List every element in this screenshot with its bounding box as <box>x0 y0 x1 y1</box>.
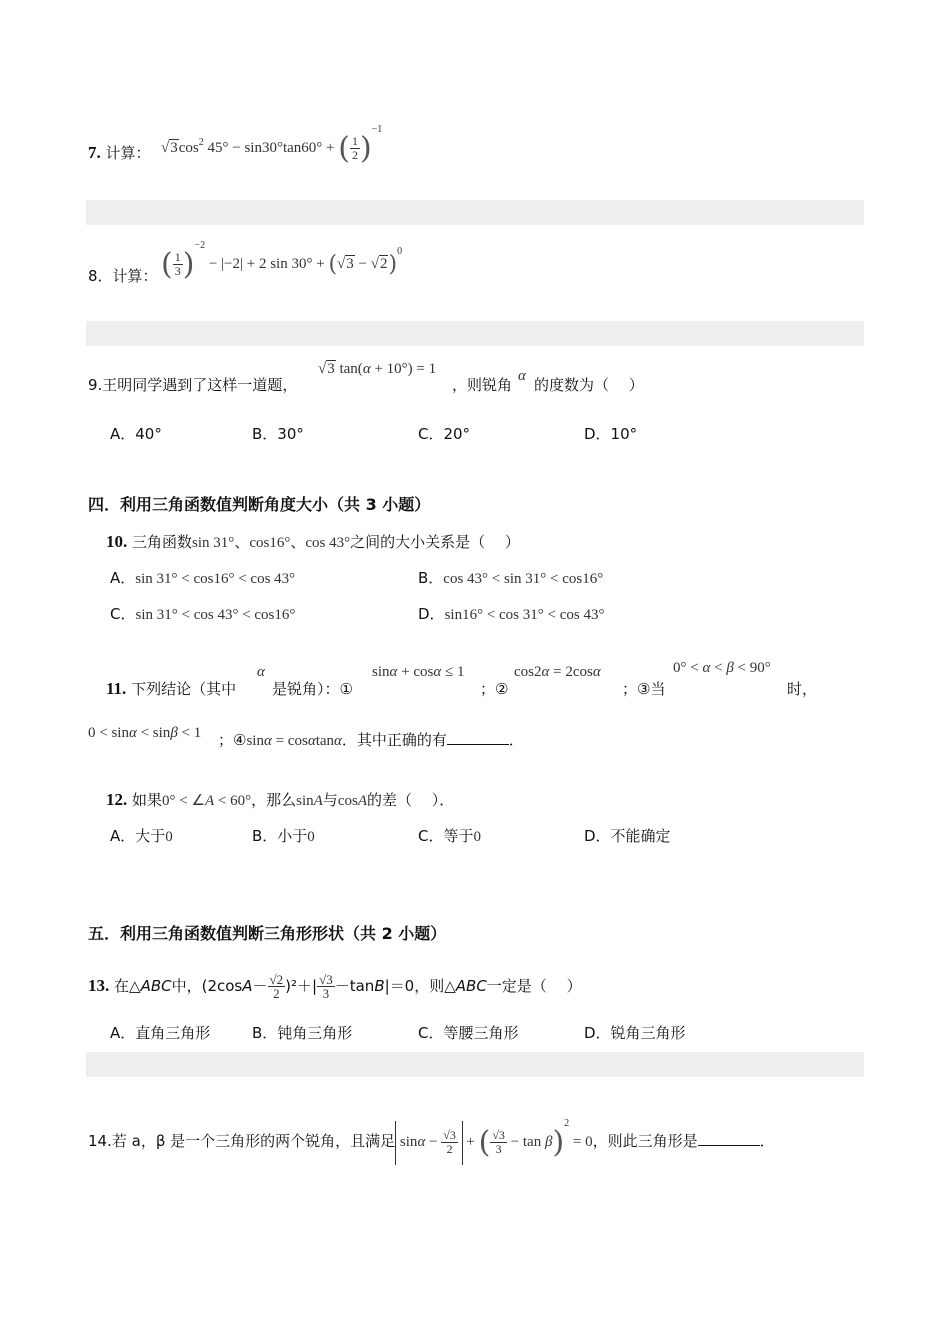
question-9-text-c: 的度数为（ ） <box>534 376 644 394</box>
option-letter: B． <box>418 569 444 587</box>
option-a: A．直角三角形 <box>110 1024 211 1042</box>
answer-space-band <box>86 321 864 346</box>
question-text: ，则此三角形是 <box>592 1131 698 1150</box>
option-b: B．钝角三角形 <box>252 1024 353 1042</box>
option-d: D．sin16° < cos 31° < cos 43° <box>418 605 605 623</box>
option-c: C．sin 31° < cos 43° < cos16° <box>110 605 296 623</box>
option-a: A．sin 31° < cos16° < cos 43° <box>110 569 296 587</box>
question-text: 的差（ ）． <box>366 791 455 809</box>
question-7 <box>88 142 151 163</box>
question-text: 中，(2cos <box>171 977 243 995</box>
angle-a: A <box>242 977 253 995</box>
separator: 、 <box>290 533 306 551</box>
question-text: )²＋| <box>285 977 318 995</box>
question-label: 计算： <box>112 267 158 285</box>
question-text: |＝0，则△ <box>384 977 456 995</box>
triangle-name: ABC <box>140 977 172 995</box>
alpha-symbol: α <box>518 368 526 384</box>
question-text: 一定是（ ） <box>486 977 582 995</box>
question-text: 之间的大小关系是（ ） <box>350 533 520 551</box>
question-text: ． <box>759 1131 775 1150</box>
question-number: 10. <box>106 532 128 551</box>
answer-blank <box>698 1131 760 1146</box>
option-a <box>110 825 173 846</box>
option-letter: C． <box>110 605 136 623</box>
option-letter: A． <box>110 569 136 587</box>
formula-q14: sinα − $\frac{√3}{2}$ + ( $\frac{√3}{3}$ − tan β)$^2$ = 0 <box>395 1118 592 1165</box>
question-text: 时， <box>787 680 818 698</box>
triangle-name: ABC <box>455 977 487 995</box>
angle-b: B <box>374 977 385 995</box>
formula-q9: √3 tan(α + 10°) = 1 <box>318 361 437 377</box>
question-text: 三角函数 <box>132 533 193 551</box>
statement-3-condition: 0° < α < β < 90° <box>673 660 771 676</box>
question-text: ；③当 <box>622 680 666 698</box>
question-text: 如果 <box>132 791 163 809</box>
question-text: ；② <box>480 680 509 698</box>
option-b: B．cos 43° < sin 31° < cos16° <box>418 569 604 587</box>
option-d: D．10° <box>584 425 638 443</box>
question-13: 13. 在△ABC中，(2cosA－ $\frac{√2}{2}$ )²＋| $\frac{√3}{3}$ －tanB|＝0，则△ABC一定是（ ） <box>88 972 582 1001</box>
question-text: ；④ <box>218 731 247 749</box>
option-d: D．锐角三角形 <box>584 1024 686 1042</box>
question-9-text-a: 9.王明同学遇到了这样一道题， <box>88 376 298 394</box>
question-number: 11. <box>106 679 127 698</box>
option-d: D．不能确定 <box>584 827 671 845</box>
statement-3-formula: 0 < sinα < sinβ < 1 <box>88 725 202 741</box>
answer-blank <box>447 730 509 745</box>
option-c: C．20° <box>418 425 471 443</box>
question-text: 与 <box>322 791 338 809</box>
option-c <box>418 825 481 846</box>
question-text: ．其中正确的有 <box>341 731 447 749</box>
formula-q7: $√3\cos^2$ 45° − sin30°tan60° + ( $\frac{1}{2}$ )$^{-1}$ <box>161 124 383 167</box>
question-text: ；④sinα = cosαtanα．其中正确的有 ． <box>218 731 524 749</box>
statement-1-formula: sinα + cosα ≤ 1 <box>372 664 465 680</box>
question-number: 13. <box>88 976 110 995</box>
answer-space-band <box>86 1052 864 1077</box>
question-11-line-1 <box>106 678 236 699</box>
option-c: C．等腰三角形 <box>418 1024 519 1042</box>
question-10: 10. 三角函数sin 31°、cos16°、cos 43°之间的大小关系是（ ） <box>106 532 520 551</box>
question-label: 计算： <box>105 144 151 162</box>
statement-2-formula: cos2α = 2cosα <box>514 664 601 680</box>
question-12: 12. 如果0° < ∠A < 60°，那么sinA与cosA的差（ ）． <box>106 790 455 809</box>
question-8 <box>88 265 158 286</box>
zero-value: 0 <box>473 829 481 845</box>
option-text: B．小于 <box>252 827 308 845</box>
option-text: C．等于 <box>418 827 474 845</box>
question-number: 12. <box>106 790 128 809</box>
question-number: 8． <box>88 267 113 285</box>
answer-space-band <box>86 200 864 225</box>
question-text: ，那么 <box>251 791 297 809</box>
question-text: － <box>252 977 268 995</box>
option-b: B．30° <box>252 425 304 443</box>
question-14 <box>88 1118 775 1165</box>
formula-q8: ( $\frac{1}{3}$ )$^{-2}$ − |−2| + 2 $\sin 30^\circ + (√3 - √2)^0$ <box>161 240 403 283</box>
zero-value: 0 <box>307 829 315 845</box>
question-text: ． <box>508 731 524 749</box>
separator: 、 <box>234 533 250 551</box>
section-5-heading: 五．利用三角函数值判断三角形形状（共 2 小题） <box>88 924 447 943</box>
question-9-text-b: ，则锐角 <box>452 376 513 394</box>
question-number: 7. <box>88 143 101 162</box>
alpha-symbol: α <box>257 664 265 680</box>
option-a: A．40° <box>110 425 162 443</box>
zero-value: 0 <box>165 829 173 845</box>
question-text: 下列结论（其中 <box>131 680 237 698</box>
question-text: 是锐角）：① <box>272 680 353 698</box>
question-text: －tan <box>334 977 375 995</box>
question-text: 在△ <box>114 977 141 995</box>
option-letter: D． <box>418 605 445 623</box>
section-4-heading: 四．利用三角函数值判断角度大小（共 3 小题） <box>88 495 431 514</box>
option-b <box>252 825 315 846</box>
option-text: A．大于 <box>110 827 166 845</box>
question-text: 14.若 a，β 是一个三角形的两个锐角，且满足 <box>88 1131 396 1150</box>
